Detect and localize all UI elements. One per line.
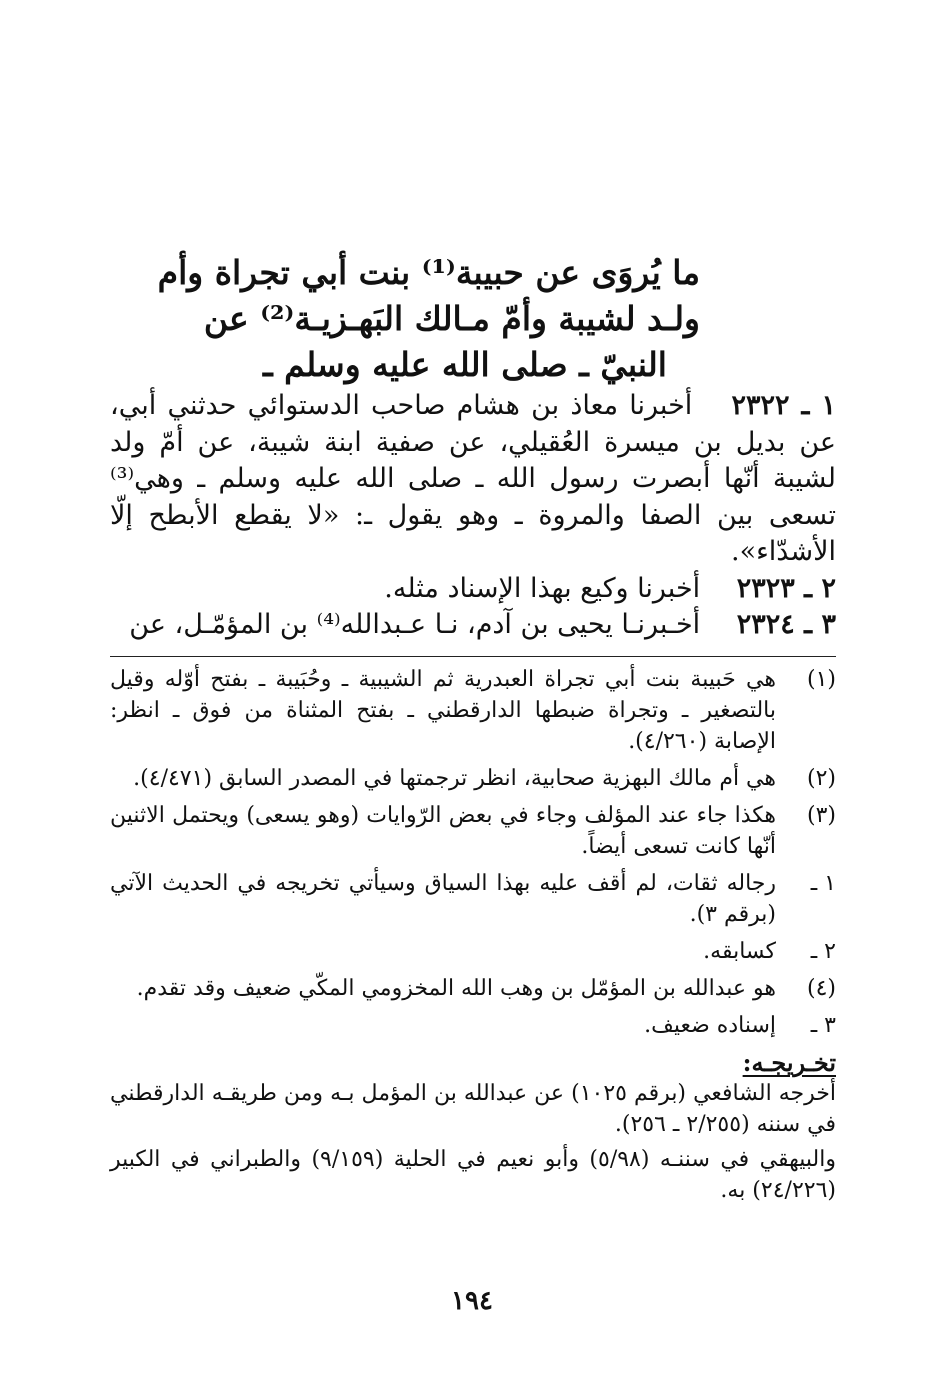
hadith-paragraph <box>110 607 836 644</box>
footnote-text: رجاله ثقات، لم أقف عليه بهذا السياق وسيأتي تخريجه في الحديث الآتي (برقم ٣). <box>110 871 776 927</box>
hadith-text: أخبرنا معاذ بن هشام صاحب الدستوائي حدثني أبي، عن بديل بن ميسرة العُقيلي، عن صفية ابنة شيبة، عن أمّ ولد لشيبة أنّها أبصرت رسول الله ـ صلى الله عليه وسلم ـ وهي⁽³⁾ تسعى بين الصفا والمروة ـ وهو يقول ـ: «لا يقطع الأبطح إلّا الأشدّاء». <box>110 390 836 567</box>
footnote-text: كسابقه. <box>703 939 776 964</box>
hadith-grading-note <box>110 868 836 930</box>
takhrij-paragraph: والبيهقي في سننـه (٥/٩٨) وأبو نعيم في الحلية (٩/١٥٩) والطبراني في الكبير (٢٤/٢٢٦) به. <box>110 1147 836 1203</box>
hadith-paragraph <box>110 571 836 608</box>
footnote-marker: (١) <box>806 667 836 692</box>
chapter-title-line-1: ما يُروَى عن حبيبة⁽¹⁾ بنت أبي تجراة وأم <box>157 253 700 292</box>
hadith-number: ١ ـ ٢٣٢٢ <box>731 390 836 421</box>
chapter-title-line-3: النبيّ ـ صلى الله عليه وسلم ـ <box>263 345 667 384</box>
footnote-text: هكذا جاء عند المؤلف وجاء في بعض الرّوايات (وهو يسعى) ويحتمل الاثنين أنّها كانت تسعى أيضاً. <box>110 803 776 859</box>
footnote-text: هي أم مالك البهزية صحابية، انظر ترجمتها في المصدر السابق (٤/٤٧١). <box>133 766 776 791</box>
footnote-marker: (٤) <box>806 976 836 1001</box>
hadith-number: ٢ ـ ٢٣٢٣ <box>736 572 836 604</box>
hadith-grading-note <box>110 1010 836 1041</box>
footnote <box>110 664 836 757</box>
hadith-grading-note <box>110 936 836 967</box>
hadith-number: ٣ ـ ٢٣٢٤ <box>736 609 836 640</box>
footnote-marker: ٢ ـ <box>810 939 836 964</box>
footnotes <box>110 664 836 1210</box>
footnote-marker: (٢) <box>806 766 836 791</box>
footnote-marker: (٣) <box>806 803 836 828</box>
footnote <box>110 800 836 862</box>
footnote <box>110 973 836 1004</box>
takhrij-section <box>110 1047 836 1206</box>
hadith-text: أخبرنا وكيع بهذا الإسناد مثله. <box>384 572 701 604</box>
takhrij-paragraph: أخرجه الشافعي (برقم ١٠٢٥) عن عبدالله بن المؤمل بـه ومن طريقـه الدارقطني في سننه (٢/٢٥٥ ـ ٢٥٦). <box>110 1081 837 1137</box>
chapter-title-line-2: ولـد لشيبة وأمّ مـالك البَهـزيـة⁽²⁾ عن <box>203 299 700 338</box>
footnote-marker: ١ ـ <box>810 871 836 896</box>
footnote-divider <box>110 656 836 657</box>
chapter-title <box>157 250 700 388</box>
hadith-text: أخـبرنـا يحيى بن آدم، نـا عـبدالله⁽⁴⁾ بن المؤمّـل، عن <box>129 609 701 640</box>
footnote-text: هو عبدالله بن المؤمّل بن وهب الله المخزومي المكّي ضعيف وقد تقدم. <box>136 976 776 1001</box>
takhrij-heading: تخـريجـه: <box>742 1048 836 1077</box>
footnote-text: إسناده ضعيف. <box>644 1013 776 1038</box>
footnote <box>110 763 836 794</box>
footnote-marker: ٣ ـ <box>810 1013 836 1038</box>
page-number: ١٩٤ <box>451 1286 493 1316</box>
hadith-paragraph <box>110 388 836 571</box>
main-text <box>110 388 836 644</box>
footnote-text: هي حَبيبة بنت أبي تجراة العبدرية ثم الشيبية ـ وحُبَيبة ـ بفتح أوّله وقيل بالتصغير ـ وتجراة ضبطها الدارقطني ـ بفتح المثناة من فوق ـ انظر: الإصابة (٤/٢٦٠). <box>110 667 776 754</box>
